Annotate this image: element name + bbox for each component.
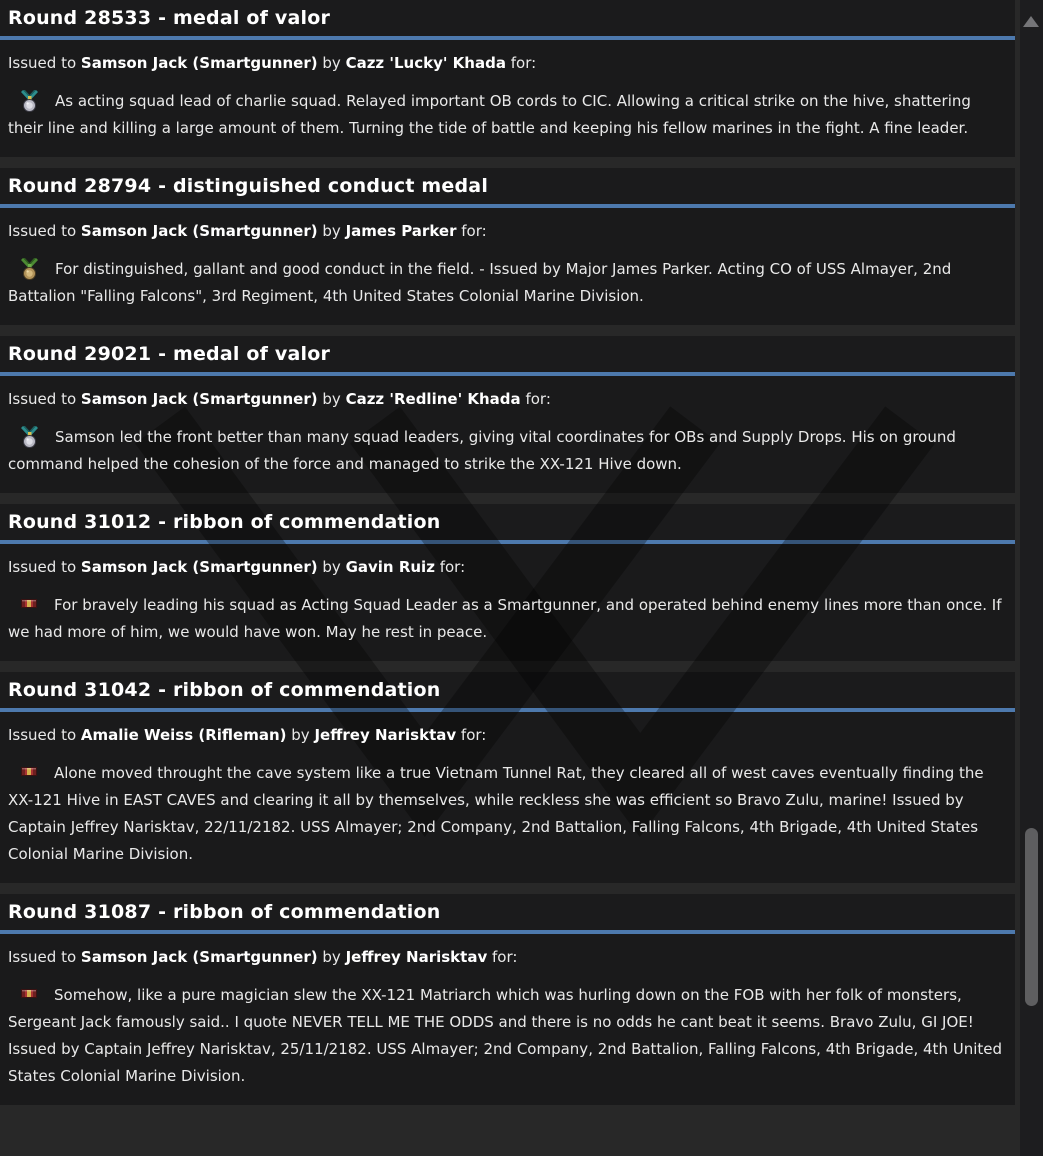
for-label: for: <box>492 948 518 966</box>
citation-line <box>8 982 1007 1090</box>
by-label: by <box>322 948 341 966</box>
medal-round-title <box>0 672 1015 712</box>
citation-line <box>8 88 1007 142</box>
medal-record <box>0 504 1015 661</box>
medal-record <box>0 168 1015 325</box>
medal-of-valor-icon <box>21 88 38 115</box>
for-label: for: <box>461 222 487 240</box>
by-label: by <box>291 726 310 744</box>
round-title-text: Round 31087 - ribbon of commendation <box>8 901 441 923</box>
recipient-name: Samson Jack (Smartgunner) <box>80 222 318 240</box>
medal-record <box>0 336 1015 493</box>
ribbon-of-commendation-icon <box>21 760 37 787</box>
medal-body <box>0 376 1015 493</box>
medal-body <box>0 544 1015 661</box>
issued-line <box>8 388 1007 410</box>
issuer-name: Jeffrey Narisktav <box>314 726 457 744</box>
medal-record <box>0 0 1015 157</box>
issuer-name: James Parker <box>345 222 457 240</box>
round-title-text: Round 28794 - distinguished conduct medal <box>8 175 489 197</box>
recipient-name: Samson Jack (Smartgunner) <box>80 558 318 576</box>
issued-to-label: Issued to <box>8 222 77 240</box>
round-title-text: Round 31012 - ribbon of commendation <box>8 511 441 533</box>
citation-line <box>8 256 1007 310</box>
citation-line <box>8 760 1007 868</box>
issuer-name: Cazz 'Redline' Khada <box>345 390 521 408</box>
medal-body <box>0 40 1015 157</box>
citation-text: Alone moved throught the cave system like a true Vietnam Tunnel Rat, they cleared all of west caves eventually finding the XX-121 Hive in EAST CAVES and clearing it all by themselves, while reckless she was efficient so Bravo Zulu, marine! Issued by Captain Jeffrey Narisktav, 22/11/2182. USS Almayer; 2nd Company, 2nd Battalion, Falling Falcons, 4th Brigade, 4th United States Colonial Marine Division. <box>8 764 984 863</box>
scroll-up-arrow-icon[interactable] <box>1023 16 1039 27</box>
citation-line <box>8 424 1007 478</box>
round-title-text: Round 28533 - medal of valor <box>8 7 331 29</box>
medal-body <box>0 934 1015 1105</box>
ribbon-of-commendation-icon <box>21 592 37 619</box>
citation-text: As acting squad lead of charlie squad. Relayed important OB cords to CIC. Allowing a critical strike on the hive, shattering their line and killing a large amount of them. Turning the tide of battle and keeping his fellow marines in the fight. A fine leader. <box>8 92 971 137</box>
medal-record <box>0 894 1015 1105</box>
by-label: by <box>322 54 341 72</box>
medal-body <box>0 712 1015 883</box>
citation-line <box>8 592 1007 646</box>
citation-text: Samson led the front better than many squad leaders, giving vital coordinates for OBs and Supply Drops. His on ground command helped the cohesion of the force and managed to strike the XX-121 Hive down. <box>8 428 956 473</box>
medal-round-title <box>0 168 1015 208</box>
medal-round-title <box>0 894 1015 934</box>
by-label: by <box>322 558 341 576</box>
round-title-text: Round 31042 - ribbon of commendation <box>8 679 441 701</box>
vertical-scrollbar[interactable] <box>1020 0 1043 1156</box>
distinguished-conduct-medal-icon <box>21 256 38 283</box>
medal-round-title <box>0 504 1015 544</box>
recipient-name: Amalie Weiss (Rifleman) <box>80 726 287 744</box>
issued-line <box>8 946 1007 968</box>
recipient-name: Samson Jack (Smartgunner) <box>80 390 318 408</box>
for-label: for: <box>439 558 466 576</box>
medal-round-title <box>0 336 1015 376</box>
ribbon-of-commendation-icon <box>21 982 37 1009</box>
issued-line <box>8 220 1007 242</box>
medal-of-valor-icon <box>21 424 38 451</box>
issuer-name: Jeffrey Narisktav <box>345 948 488 966</box>
citation-text: For distinguished, gallant and good conduct in the field. - Issued by Major James Parker. Acting CO of USS Almayer, 2nd Battalion "Falling Falcons", 3rd Regiment, 4th United States Colonial Marine Division. <box>8 260 952 305</box>
issued-to-label: Issued to <box>8 558 77 576</box>
issued-line <box>8 724 1007 746</box>
recipient-name: Samson Jack (Smartgunner) <box>80 54 318 72</box>
recipient-name: Samson Jack (Smartgunner) <box>80 948 318 966</box>
issued-to-label: Issued to <box>8 390 77 408</box>
for-label: for: <box>525 390 551 408</box>
medal-body <box>0 208 1015 325</box>
medal-record <box>0 672 1015 883</box>
issued-to-label: Issued to <box>8 54 77 72</box>
for-label: for: <box>460 726 487 744</box>
citation-text: For bravely leading his squad as Acting Squad Leader as a Smartgunner, and operated behind enemy lines more than once. If we had more of him, we would have won. May he rest in peace. <box>8 596 1002 641</box>
by-label: by <box>322 390 341 408</box>
scrollbar-thumb[interactable] <box>1025 828 1038 1006</box>
medal-round-title <box>0 0 1015 40</box>
citation-text: Somehow, like a pure magician slew the XX-121 Matriarch which was hurling down on the FOB with her folk of monsters, Sergeant Jack famously said.. I quote NEVER TELL ME THE ODDS and there is no odds he cant beat it seems. Bravo Zulu, GI JOE! Issued by Captain Jeffrey Narisktav, 25/11/2182. USS Almayer; 2nd Company, 2nd Battalion, Falling Falcons, 4th Brigade, 4th United States Colonial Marine Division. <box>8 986 1002 1085</box>
issued-line <box>8 52 1007 74</box>
issuer-name: Gavin Ruiz <box>345 558 435 576</box>
issuer-name: Cazz 'Lucky' Khada <box>345 54 506 72</box>
issued-to-label: Issued to <box>8 948 77 966</box>
by-label: by <box>322 222 341 240</box>
for-label: for: <box>510 54 537 72</box>
issued-to-label: Issued to <box>8 726 77 744</box>
issued-line <box>8 556 1007 578</box>
round-title-text: Round 29021 - medal of valor <box>8 343 331 365</box>
